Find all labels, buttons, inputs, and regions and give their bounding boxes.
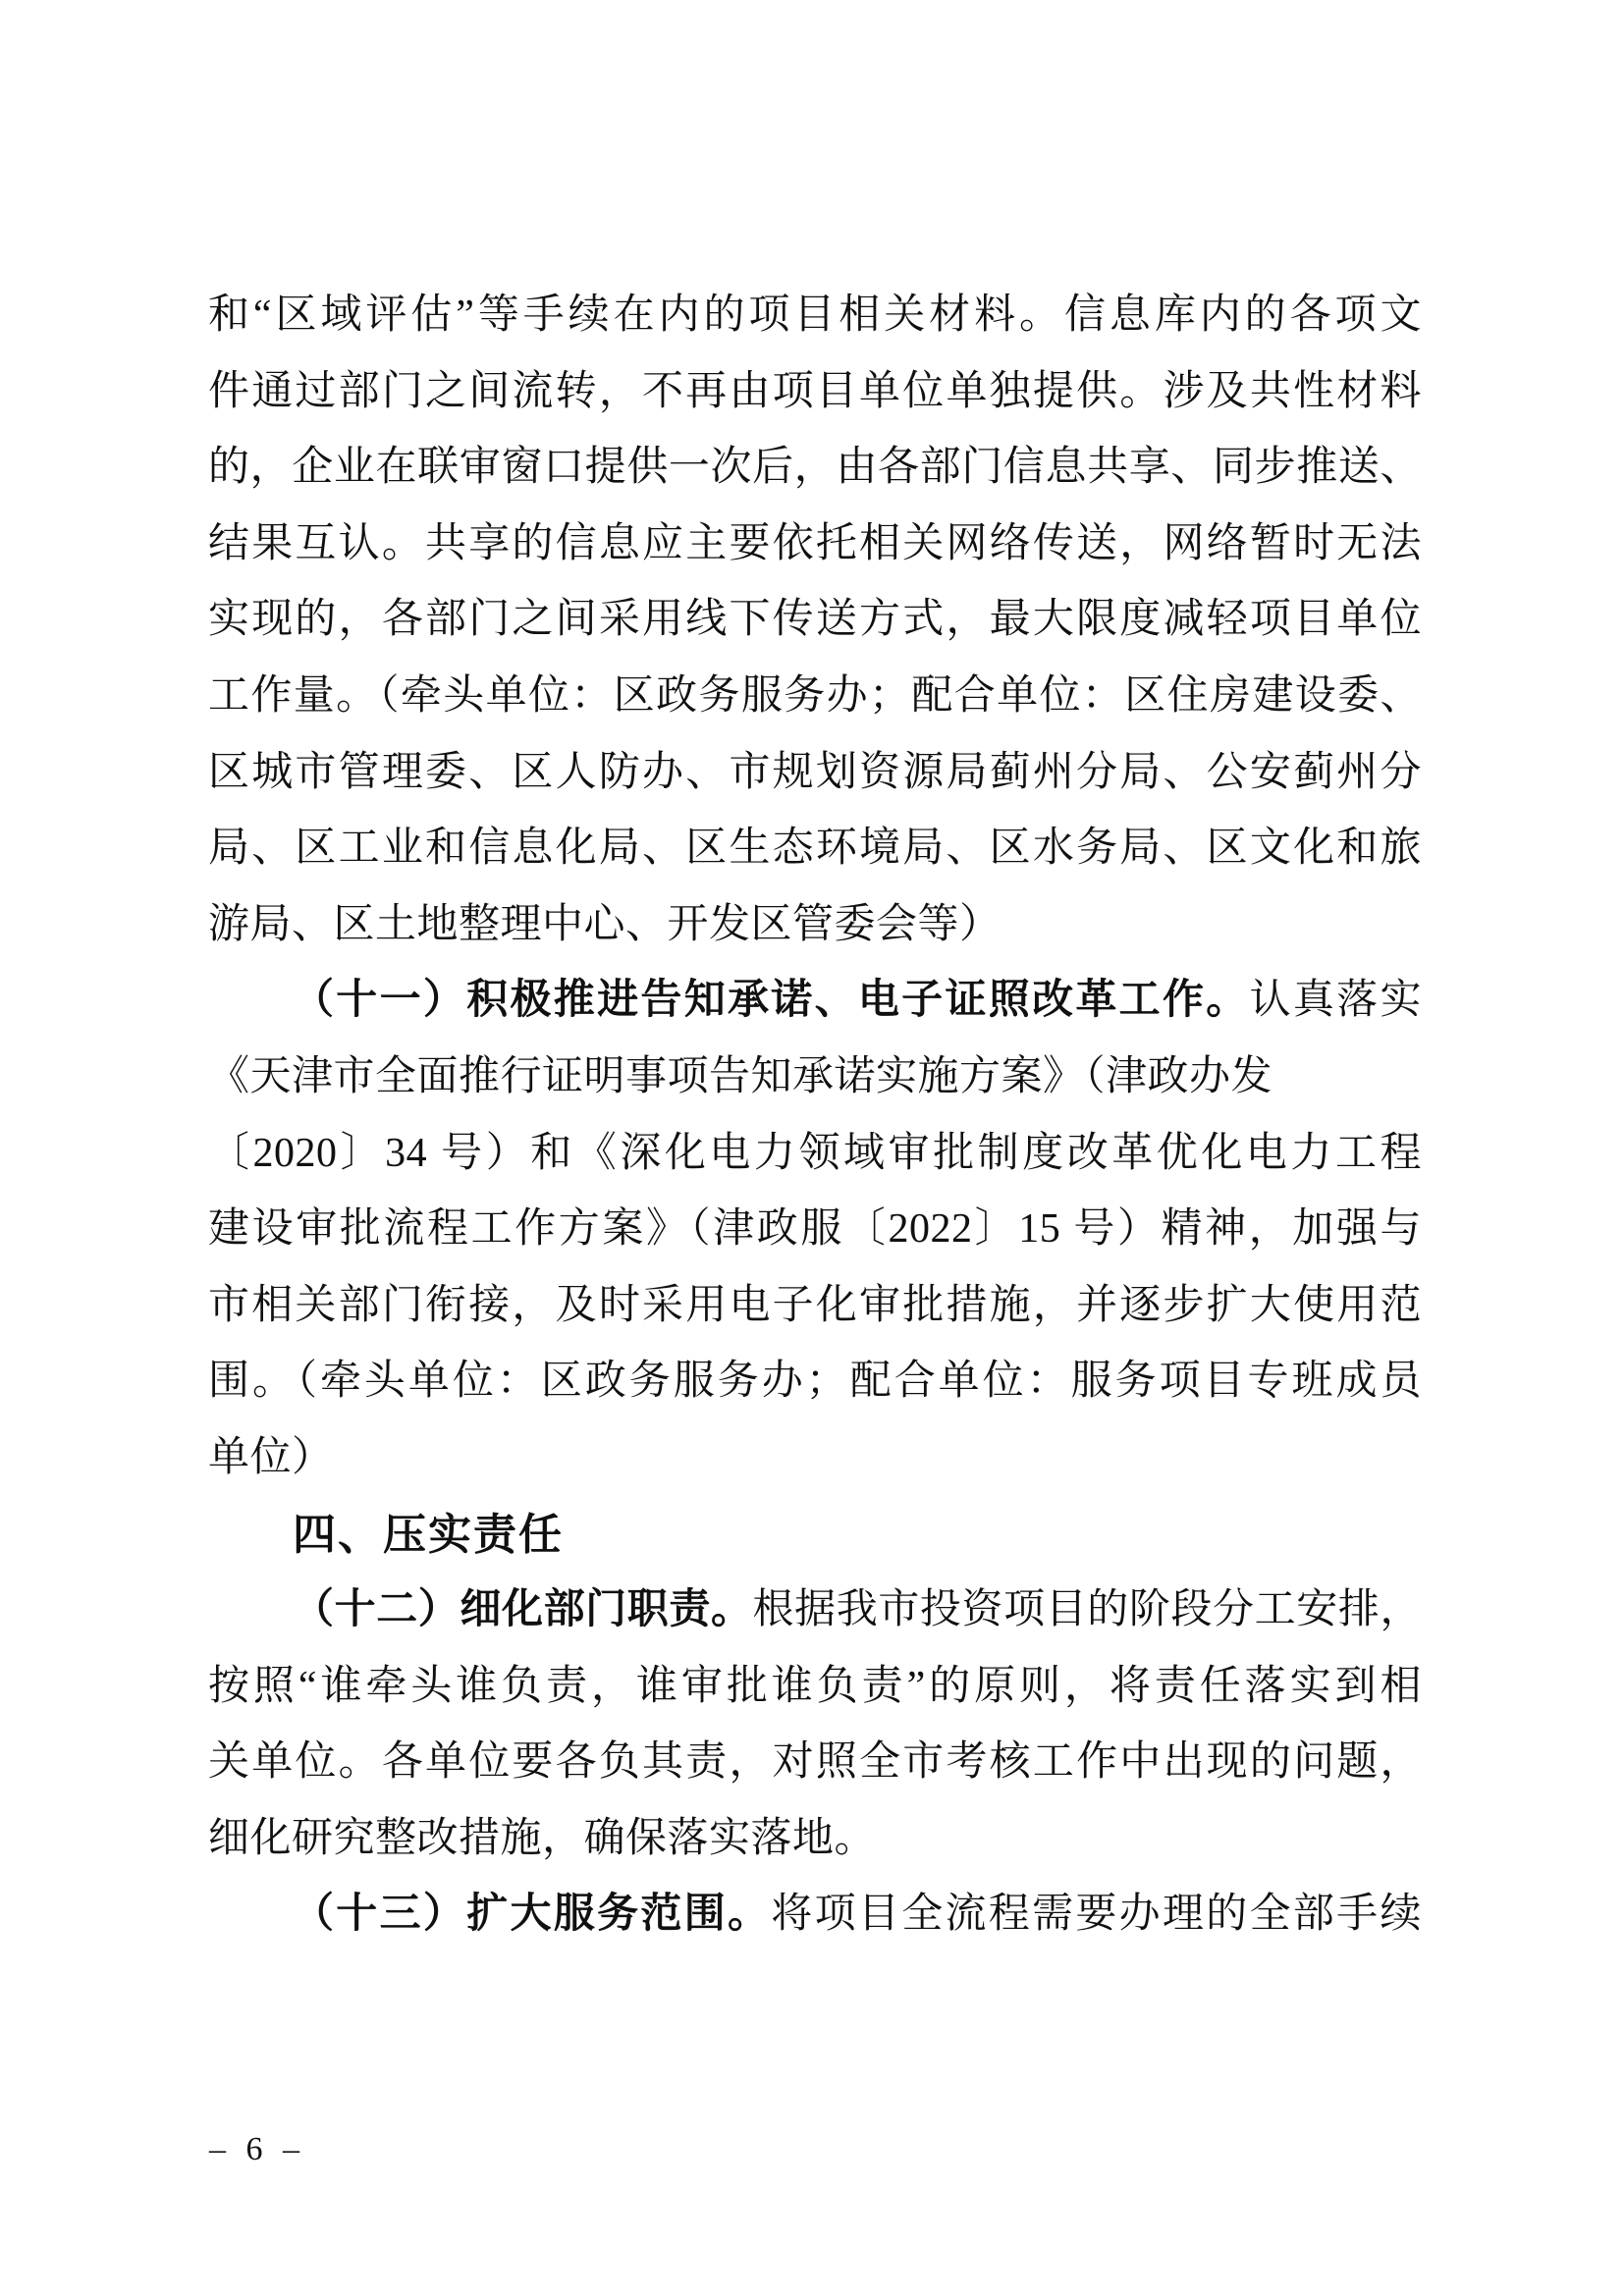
text-line: 建设审批流程工作方案》（津政服〔2022〕15 号）精神，加强与 bbox=[208, 1206, 1422, 1253]
text-line: 局、区工业和信息化局、区生态环境局、区水务局、区文化和旅 bbox=[208, 826, 1422, 872]
text-line: 《天津市全面推行证明事项告知承诺实施方案》（津政办发 bbox=[208, 1053, 1273, 1099]
section-heading: 四、压实责任 bbox=[293, 1510, 564, 1559]
text-line: 游局、区土地整理中心、开发区管委会等） bbox=[208, 901, 1001, 947]
text-line: 和“区域评估”等手续在内的项目相关材料。信息库内的各项文 bbox=[208, 293, 1422, 338]
text-line: 单位） bbox=[208, 1434, 334, 1480]
text-line: 的，企业在联审窗口提供一次后，由各部门信息共享、同步推送、 bbox=[208, 445, 1422, 491]
text-line: 围。（牵头单位：区政务服务办；配合单位：服务项目专班成员 bbox=[208, 1359, 1422, 1405]
text-line: 市相关部门衔接，及时采用电子化审批措施，并逐步扩大使用范 bbox=[208, 1282, 1422, 1328]
clause-title-11: （十一）积极推进告知承诺、电子证照改革工作。 bbox=[293, 978, 1250, 1024]
text-line: 工作量。（牵头单位：区政务服务办；配合单位：区住房建设委、 bbox=[208, 672, 1422, 719]
clause-body-text: 认真落实 bbox=[1249, 978, 1422, 1024]
text-line bbox=[208, 963, 1422, 1040]
text-line: 细化研究整改措施，确保落实落地。 bbox=[208, 1815, 877, 1861]
text-line: 区城市管理委、区人防办、市规划资源局蓟州分局、公安蓟州分 bbox=[208, 749, 1422, 795]
text-line bbox=[208, 1573, 1422, 1649]
text-line: 结果互认。共享的信息应主要依托相关网络传送，网络暂时无法 bbox=[208, 520, 1422, 566]
text-line: 件通过部门之间流转，不再由项目单位单独提供。涉及共性材料 bbox=[208, 368, 1422, 414]
clause-body-text: 将项目全流程需要办理的全部手续 bbox=[771, 1892, 1422, 1938]
text-line: 实现的，各部门之间采用线下传送方式，最大限度减轻项目单位 bbox=[208, 597, 1422, 643]
clause-body-text: 根据我市投资项目的阶段分工安排， bbox=[752, 1587, 1422, 1633]
clause-title-12: （十二）细化部门职责。 bbox=[293, 1587, 753, 1633]
text-line: 关单位。各单位要各负其责，对照全市考核工作中出现的问题， bbox=[208, 1739, 1422, 1786]
page-number: – 6 – bbox=[209, 2131, 305, 2167]
text-line: 〔2020〕34 号）和《深化电力领域审批制度改革优化电力工程 bbox=[208, 1130, 1422, 1176]
text-line bbox=[208, 1877, 1422, 1953]
document-body bbox=[208, 278, 1422, 1953]
text-line: 按照“谁牵头谁负责，谁审批谁负责”的原则，将责任落实到相 bbox=[208, 1663, 1422, 1709]
clause-title-13: （十三）扩大服务范围。 bbox=[293, 1892, 772, 1938]
